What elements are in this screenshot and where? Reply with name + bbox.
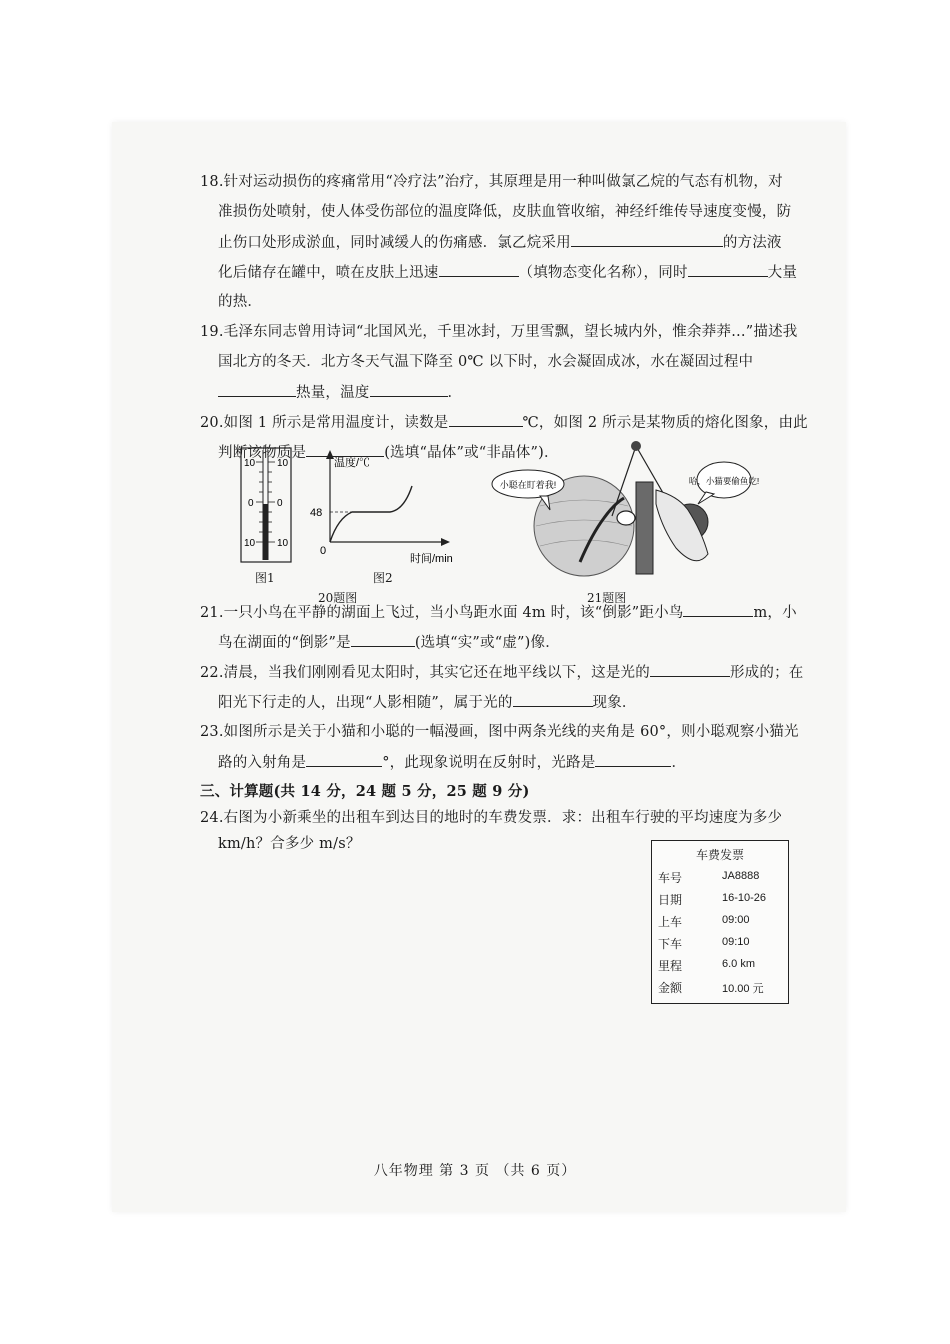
section-3-heading: 三、计算题(共 14 分，24 题 5 分，25 题 9 分) (200, 783, 530, 800)
thermo-tick-right-top: 10 (277, 458, 289, 469)
q19-text: ． (447, 385, 463, 401)
q22-text: 形成的；在 (729, 665, 804, 681)
q21-line1 (200, 602, 797, 623)
receipt-value-amount: 10.00 元 (722, 983, 764, 995)
q20-text: 判断该物质是 (218, 445, 307, 461)
q19-line3 (218, 382, 462, 403)
receipt-value-date: 16-10-26 (722, 892, 767, 904)
graph-ylabel: 温度/℃ (334, 457, 371, 469)
melting-graph (306, 446, 456, 570)
q18-text: 止伤口处形成淤血，同时减缓人的伤痛感．氯乙烷采用 (218, 235, 571, 251)
q23-blank-2[interactable] (595, 752, 671, 767)
q19-blank-2[interactable] (370, 382, 448, 397)
taxi-receipt (651, 840, 789, 1004)
thermo-tick-right-bottom: 10 (277, 538, 289, 549)
receipt-label-distance: 里程 (658, 959, 683, 973)
thermo-tick-right-zero: 0 (277, 498, 283, 509)
fig1-caption: 图1 (255, 571, 275, 585)
q23-line1: 23.如图所示是关于小猫和小聪的一幅漫画，图中两条光线的夹角是 60°，则小聪观察小猫光 (200, 724, 799, 740)
q22-blank-2[interactable] (513, 692, 593, 707)
fig23-caption: 21题图 (587, 591, 627, 605)
thermometer-figure (236, 446, 306, 572)
cartoon-bubble-left: 小聪在盯着我! (499, 480, 557, 490)
q20-blank-1[interactable] (449, 412, 523, 427)
q18-blank-3[interactable] (688, 262, 768, 277)
q18-text: 大量 (767, 265, 798, 281)
graph-origin: 0 (320, 545, 327, 557)
q24-line2: km/h？合多少 m/s？ (218, 836, 361, 852)
q23-text: 路的入射角是 (218, 755, 307, 771)
q21-blank-1[interactable] (683, 602, 753, 617)
q19-line1: 19.毛泽东同志曾用诗词“北国风光，千里冰封，万里雪飘，望长城内外，惟余莽莽…”描述我 (200, 324, 798, 340)
q23-text: °，此现象说明在反射时，光路是 (382, 755, 596, 771)
q21-text: 鸟在湖面的“倒影”是 (218, 635, 351, 651)
q23-blank-1[interactable] (306, 752, 382, 767)
receipt-value-plate: JA8888 (722, 870, 760, 882)
q19-text: 热量，温度 (296, 385, 370, 401)
q22-line2 (218, 692, 637, 713)
q21-text: 21.一只小鸟在平静的湖面上飞过，当小鸟距水面 4m 时，该“倒影”距小鸟 (200, 605, 684, 621)
receipt-value-alight: 09:10 (722, 936, 750, 948)
graph-mark-48: 48 (310, 507, 323, 519)
q20-line1 (200, 412, 808, 433)
receipt-value-board: 09:00 (722, 914, 750, 926)
receipt-label-alight: 下车 (658, 937, 683, 951)
q19-blank-1[interactable] (218, 382, 296, 397)
q21-text: (选填“实”或“虚”)像． (414, 635, 560, 651)
fig20-caption: 20题图 (318, 591, 358, 605)
page-footer: 八年物理 第 3 页 （共 6 页） (373, 1163, 577, 1179)
q18-line4 (218, 262, 797, 283)
receipt-label-plate: 车号 (658, 871, 683, 885)
q20-text: ℃，如图 2 所示是某物质的熔化图象，由此 (522, 415, 808, 431)
q22-line1 (200, 662, 803, 683)
q19-line2: 国北方的冬天．北方冬天气温下降至 0℃ 以下时，水会凝固成冰，水在凝固过程中 (218, 354, 754, 370)
graph-xlabel: 时间/min (410, 553, 453, 565)
q18-line3 (218, 232, 782, 253)
thermo-tick-left-bottom: 10 (244, 538, 256, 549)
q20-text: (选填“晶体”或“非晶体”)． (384, 445, 559, 461)
fig2-caption: 图2 (373, 571, 393, 585)
receipt-label-amount: 金额 (658, 981, 683, 995)
q21-text: m，小 (753, 605, 797, 621)
q18-line5: 的热． (218, 294, 263, 310)
q21-line2 (218, 632, 560, 653)
cartoon-bubble-right: 哈，小猫要偷鱼吃! (688, 476, 760, 486)
q21-blank-2[interactable] (351, 632, 415, 647)
q18-line1: 18.针对运动损伤的疼痛常用“冷疗法”治疗，其原理是用一种叫做氯乙烷的气态有机物，对 (200, 174, 783, 190)
receipt-value-distance: 6.0 km (722, 958, 756, 970)
thermo-tick-left-top: 10 (244, 458, 256, 469)
q23-text: ． (671, 755, 687, 771)
q22-text: 现象． (592, 695, 637, 711)
receipt-label-board: 上车 (658, 915, 683, 929)
q22-blank-1[interactable] (650, 662, 730, 677)
q18-text: （填物态变化名称），同时 (518, 265, 688, 281)
q18-line2: 准损伤处喷射，使人体受伤部位的温度降低，皮肤血管收缩，神经纤维传导速度变慢，防 (218, 204, 792, 220)
receipt-title: 车费发票 (695, 848, 744, 862)
q22-text: 22.清晨，当我们刚刚看见太阳时，其实它还在地平线以下，这是光的 (200, 665, 650, 681)
q18-blank-2[interactable] (439, 262, 519, 277)
q24-line1: 24.右图为小新乘坐的出租车到达目的地时的车费发票．求：出租车行驶的平均速度为多少 (200, 810, 783, 826)
q20-text: 20.如图 1 所示是常用温度计，读数是 (200, 415, 449, 431)
receipt-label-date: 日期 (658, 893, 683, 907)
q23-line2 (218, 752, 686, 773)
q18-blank-1[interactable] (571, 232, 723, 247)
thermo-tick-left-zero: 0 (248, 498, 254, 509)
q22-text: 阳光下行走的人，出现“人影相随”，属于光的 (218, 695, 513, 711)
q18-text: 化后储存在罐中，喷在皮肤上迅速 (218, 265, 439, 281)
cat-mirror-cartoon (499, 436, 760, 582)
q18-text: 的方法液 (722, 235, 782, 251)
